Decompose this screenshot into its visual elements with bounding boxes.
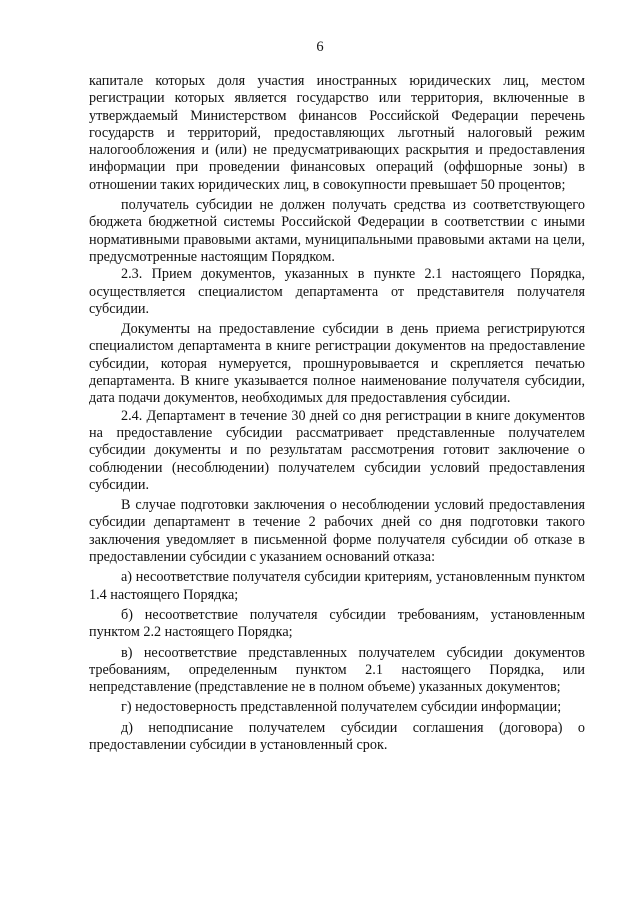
list-item-g: г) недостоверность представленной получателем субсидии информации; bbox=[121, 699, 562, 716]
paragraph-registration: Документы на предоставление субсидии в день приема регистрируются специалистом департамента в книге регистрации документов на предоставление субсидии, которая нумеруется, прошнуровывается и скрепляется печатью департамента. В книге указывается полное наименование получателя субсидии, дата подачи документов, необходимых для предоставления субсидии. bbox=[89, 321, 585, 407]
page-number: 6 bbox=[316, 39, 324, 55]
list-item-v: в) несоответствие представленных получателем субсидии документов требованиям, определенным пунктом 2.1 настоящего Порядка, или непредставление (представление не в полном объеме) указанных документов; bbox=[89, 644, 585, 696]
list-item-d: д) неподписание получателем субсидии соглашения (договора) о предоставлении субсидии в установленный срок. bbox=[89, 719, 585, 753]
list-item-b: б) несоответствие получателя субсидии требованиям, установленным пунктом 2.2 настоящего Порядка; bbox=[89, 606, 585, 641]
document-body bbox=[89, 73, 585, 754]
list-item-a: а) несоответствие получателя субсидии критериям, установленным пунктом 1.4 настоящего Порядка; bbox=[89, 569, 585, 603]
paragraph-refusal: В случае подготовки заключения о несоблюдении условий предоставления субсидии департамент в течение 2 рабочих дней со дня подготовки такого заключения уведомляет в письменной форме получателя субсидии об отказе в предоставлении субсидии с указанием оснований отказа: bbox=[89, 497, 585, 566]
paragraph-2-4: 2.4. Департамент в течение 30 дней со дня регистрации в книге документов на предоставление субсидии рассматривает представленные получателем субсидии документы и по результатам рассмотрения готовит заключение о соблюдении (несоблюдении) получателем субсидии условий предоставления субсидии. bbox=[89, 407, 585, 493]
paragraph-2-3: 2.3. Прием документов, указанных в пункте 2.1 настоящего Порядка, осуществляется специалистом департамента от представителя получателя субсидии. bbox=[89, 266, 585, 317]
paragraph-requirement: получатель субсидии не должен получать средства из соответствующего бюджета бюджетной системы Российской Федерации в соответствии с иными нормативными правовыми актами, муниципальными правовыми актами на цели, предусмотренные настоящим Порядком. bbox=[89, 197, 585, 265]
paragraph-continuation: капитале которых доля участия иностранных юридических лиц, местом регистрации которых является государство или территория, включенные в утверждаемый Министерством финансов Российской Федерации перечень государств и территорий, предоставляющих льготный налоговый режим налогообложения и (или) не предусматривающих раскрытия и предоставления информации при проведении финансовых операций (оффшорные зоны) в отношении таких юридических лиц, в совокупности превышает 50 процентов; bbox=[89, 73, 585, 193]
